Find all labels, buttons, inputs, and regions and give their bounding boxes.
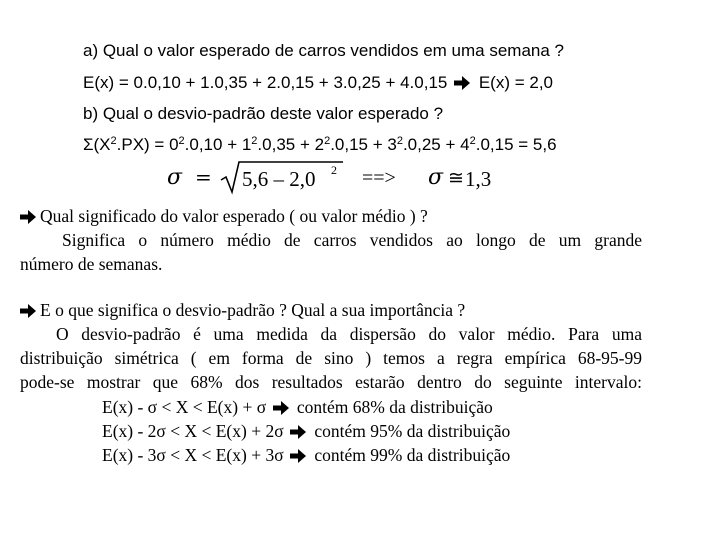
- interval-row: [102, 420, 510, 442]
- q1-answer-line2: número de semanas.: [20, 254, 163, 274]
- sigma-symbol: σ: [167, 165, 183, 190]
- interval-row: [102, 444, 510, 466]
- right-arrow-icon: [273, 401, 289, 415]
- interval-expression: E(x) - 2σ < X < E(x) + 2σ: [102, 421, 284, 441]
- part-a-question: a) Qual o valor esperado de carros vendidos em uma semana ?: [83, 41, 564, 60]
- interval-row: [102, 396, 493, 418]
- q2-heading-line: [20, 299, 465, 321]
- interval-result: contém 95% da distribuição: [314, 421, 511, 441]
- q2-answer-line3: pode-se mostrar que 68% dos resultados estarão dentro do seguinte intervalo:: [20, 372, 642, 392]
- expected-value-result: E(x) = 2,0: [478, 73, 553, 92]
- right-arrow-icon: [290, 449, 306, 463]
- interval-expression: E(x) - σ < X < E(x) + σ: [102, 397, 267, 417]
- implies-symbol: ==>: [362, 167, 396, 189]
- variance-expression: 5,6 – 2,0: [242, 167, 316, 191]
- right-arrow-icon: [454, 76, 470, 90]
- interval-result: contém 99% da distribuição: [314, 445, 511, 465]
- q2-heading: E o que significa o desvio-padrão ? Qual a sua importância ?: [40, 300, 466, 320]
- q2-answer-line1: O desvio-padrão é uma medida da dispersão do valor médio. Para uma: [56, 324, 642, 344]
- interval-result: contém 68% da distribuição: [296, 397, 493, 417]
- std-dev-value: 1,3: [465, 167, 492, 191]
- part-a-calc-line: [83, 72, 553, 94]
- q2-answer-line2: distribuição simétrica ( em forma de sino ) temos a regra empírica 68-95-99: [20, 348, 642, 368]
- std-dev-formula: [165, 158, 495, 198]
- part-b-question: b) Qual o desvio-padrão deste valor esperado ?: [83, 104, 444, 123]
- right-arrow-icon: [20, 304, 36, 318]
- approx-symbol: ≅: [448, 167, 464, 189]
- sigma-symbol-2: σ: [428, 165, 444, 190]
- q1-heading-line: [20, 205, 428, 227]
- right-arrow-icon: [290, 425, 306, 439]
- square-exponent: 2: [331, 163, 337, 177]
- interval-expression: E(x) - 3σ < X < E(x) + 3σ: [102, 445, 284, 465]
- right-arrow-icon: [20, 210, 36, 224]
- equals-sign: =: [195, 165, 212, 189]
- q1-answer-line1: Significa o número médio de carros vendidos ao longo de um grande: [62, 230, 642, 250]
- sum-of-squares-line: $\Sigma(X^2.PX) = 0^2.0,10 + 1^2.0,35 + 2^2.0,15 + 3^2.0,25 + 4^2.0,15 = 5,6$: [83, 135, 557, 154]
- q1-heading: Qual significado do valor esperado ( ou valor médio ) ?: [40, 206, 428, 226]
- expected-value-calc: E(x) = 0.0,10 + 1.0,35 + 2.0,15 + 3.0,25 + 4.0,15: [83, 73, 448, 92]
